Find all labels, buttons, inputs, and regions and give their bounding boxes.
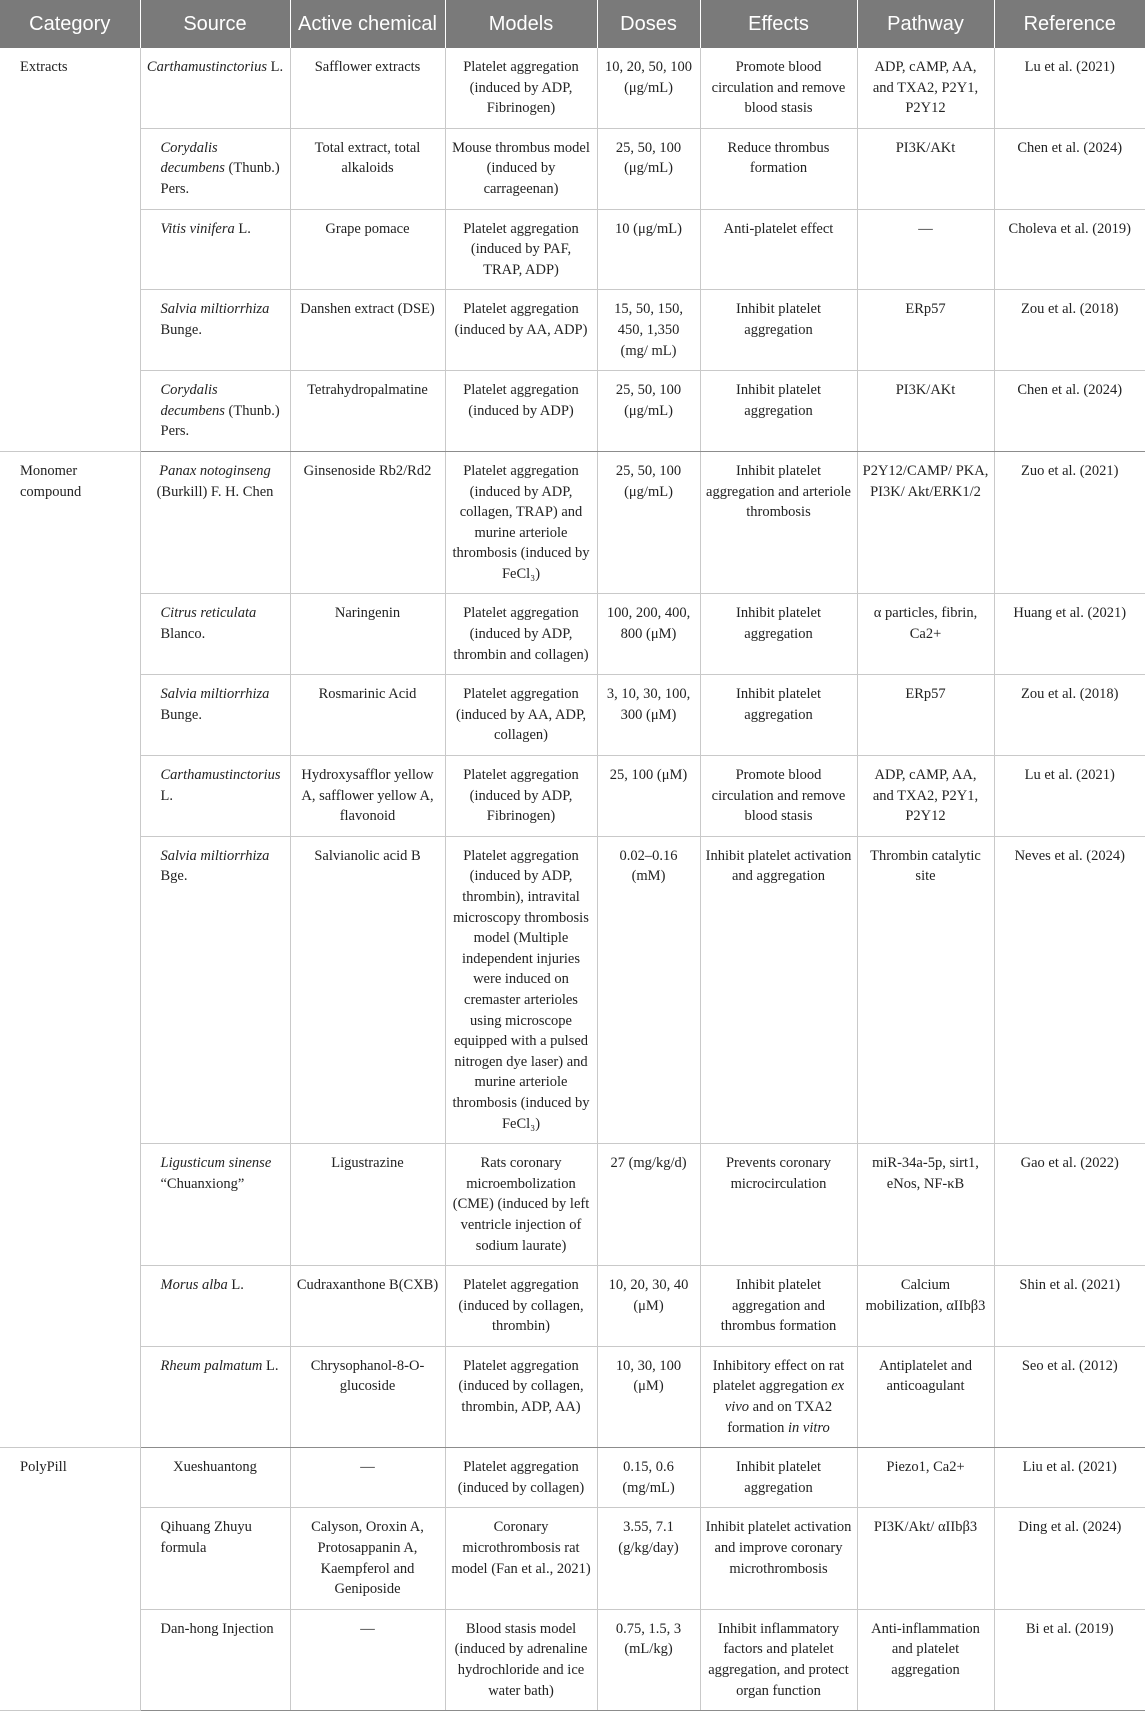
effects-cell — [700, 1609, 857, 1710]
col-header-reference: Reference — [994, 0, 1145, 48]
active-chemical-cell: Rosmarinic Acid — [290, 675, 445, 756]
table-row — [0, 1266, 1145, 1347]
col-header-source: Source — [140, 0, 290, 48]
source-cell — [140, 209, 290, 290]
effects-cell — [700, 371, 857, 452]
reference-cell: Choleva et al. (2019) — [994, 209, 1145, 290]
doses-cell: 10, 20, 30, 40 (μM) — [597, 1266, 700, 1347]
active-chemical-cell: Salvianolic acid B — [290, 836, 445, 1143]
source-authority: Bunge. — [160, 706, 202, 723]
source-latin-name: Rheum palmatum — [160, 1357, 263, 1374]
effects-cell — [700, 1346, 857, 1447]
reference-cell: Liu et al. (2021) — [994, 1448, 1145, 1508]
category-cell: Extracts — [0, 48, 140, 451]
table-row — [0, 371, 1145, 452]
source-authority: (Thunb.) Pers. — [160, 160, 280, 197]
effects-text: Inhibit platelet activation and improve coronary microthrombosis — [705, 1519, 852, 1577]
active-chemical-cell: Ligustrazine — [290, 1144, 445, 1266]
source-latin-name: Ligusticum sinense — [160, 1155, 272, 1172]
pathway-cell: Calcium mobilization, αIIbβ3 — [857, 1266, 994, 1347]
source-cell — [140, 594, 290, 675]
effects-text: Inhibit platelet aggregation — [736, 382, 821, 419]
models-cell: Coronary microthrombosis rat model (Fan et al., 2021) — [445, 1508, 597, 1609]
active-chemical-cell: Grape pomace — [290, 209, 445, 290]
models-cell: Platelet aggregation (induced by ADP, thrombin), intravital microscopy thrombosis model (Multiple independent injuries were induced on cremaster arterioles using microscope equipped with a pulsed nitrogen dye laser) and murine arteriole thrombosis (induced by FeCl₃) — [445, 836, 597, 1143]
effects-cell — [700, 290, 857, 371]
reference-cell: Zou et al. (2018) — [994, 290, 1145, 371]
active-chemical-cell: Ginsenoside Rb2/Rd2 — [290, 451, 445, 594]
source-cell — [140, 1609, 290, 1710]
models-cell: Mouse thrombus model (induced by carrageenan) — [445, 128, 597, 209]
models-cell: Platelet aggregation (induced by AA, ADP) — [445, 290, 597, 371]
active-chemical-cell: Cudraxanthone B(CXB) — [290, 1266, 445, 1347]
table-row — [0, 1448, 1145, 1508]
doses-cell: 3.55, 7.1 (g/kg/day) — [597, 1508, 700, 1609]
source-latin-name: Corydalis decumbens — [160, 382, 225, 419]
pathway-cell: Anti-inflammation and platelet aggregation — [857, 1609, 994, 1710]
reference-cell: Ding et al. (2024) — [994, 1508, 1145, 1609]
table-row — [0, 756, 1145, 837]
source-authority: L. — [227, 1277, 244, 1294]
source-latin-name: Citrus reticulata — [160, 605, 257, 622]
source-latin-name: Panax notoginseng — [159, 462, 271, 479]
reference-cell: Seo et al. (2012) — [994, 1346, 1145, 1447]
effects-text: Promote blood circulation and remove blood stasis — [711, 59, 846, 117]
effects-cell — [700, 128, 857, 209]
effects-text: Reduce thrombus formation — [727, 139, 830, 177]
table-row — [0, 128, 1145, 209]
reference-cell: Bi et al. (2019) — [994, 1609, 1145, 1710]
effects-text: Inhibitory effect on rat platelet aggregation — [712, 1357, 845, 1395]
table-row — [0, 48, 1145, 128]
effects-text: Anti-platelet effect — [723, 220, 834, 237]
source-cell — [140, 836, 290, 1143]
source-authority: (Burkill) F. H. Chen — [156, 483, 274, 500]
models-cell: Platelet aggregation (induced by collagen, thrombin) — [445, 1266, 597, 1347]
source-latin-name: Vitis vinifera — [160, 220, 235, 237]
models-cell: Platelet aggregation (induced by ADP, thrombin and collagen) — [445, 594, 597, 675]
source-latin-name: Carthamustinctorius — [146, 59, 267, 75]
models-cell: Platelet aggregation (induced by ADP) — [445, 371, 597, 452]
effects-text: Inhibit platelet aggregation — [736, 301, 821, 338]
source-latin-name: Salvia miltiorrhiza — [160, 301, 270, 318]
doses-cell: 15, 50, 150, 450, 1,350 (mg/ mL) — [597, 290, 700, 371]
source-latin-name: Morus alba — [160, 1277, 228, 1294]
effects-text: Promote blood circulation and remove blood stasis — [711, 767, 846, 825]
models-cell: Platelet aggregation (induced by ADP, Fibrinogen) — [445, 48, 597, 128]
effects-text: Inhibit inflammatory factors and platelet aggregation, and protect organ function — [708, 1620, 849, 1699]
col-header-models: Models — [445, 0, 597, 48]
doses-cell: 0.02–0.16 (mM) — [597, 836, 700, 1143]
source-cell — [140, 1346, 290, 1447]
source-cell — [140, 756, 290, 837]
doses-cell: 25, 50, 100 (μg/mL) — [597, 451, 700, 594]
category-cell: Monomer compound — [0, 451, 140, 1447]
effects-cell — [700, 1448, 857, 1508]
active-chemical-cell: Total extract, total alkaloids — [290, 128, 445, 209]
col-header-doses: Doses — [597, 0, 700, 48]
source-authority: Dan-hong Injection — [160, 1620, 274, 1637]
reference-cell: Lu et al. (2021) — [994, 48, 1145, 128]
source-authority: (Thunb.) Pers. — [160, 402, 280, 440]
source-cell — [140, 371, 290, 452]
active-chemical-cell: Hydroxysafflor yellow A, safflower yellow A, flavonoid — [290, 756, 445, 837]
source-cell — [140, 1144, 290, 1266]
table-row — [0, 290, 1145, 371]
doses-cell: 10 (μg/mL) — [597, 209, 700, 290]
models-cell: Platelet aggregation (induced by ADP, collagen, TRAP) and murine arteriole thrombosis (induced by FeCl₃) — [445, 451, 597, 594]
source-cell — [140, 1448, 290, 1508]
doses-cell: 10, 20, 50, 100 (μg/mL) — [597, 48, 700, 128]
effects-cell — [700, 1144, 857, 1266]
effects-cell — [700, 594, 857, 675]
table-row — [0, 675, 1145, 756]
source-authority: L. — [262, 1357, 279, 1374]
reference-cell: Neves et al. (2024) — [994, 836, 1145, 1143]
pathway-cell: — — [857, 209, 994, 290]
effects-cell — [700, 209, 857, 290]
table-row — [0, 594, 1145, 675]
pathway-cell: miR-34a-5p, sirt1, eNos, NF-κB — [857, 1144, 994, 1266]
source-latin-name: Carthamustinctorius — [160, 767, 281, 784]
source-latin-name: Salvia miltiorrhiza — [160, 686, 270, 703]
source-authority: Bunge. — [160, 321, 202, 338]
reference-cell: Lu et al. (2021) — [994, 756, 1145, 837]
doses-cell: 27 (mg/kg/d) — [597, 1144, 700, 1266]
source-authority: L. — [160, 787, 173, 804]
reference-cell: Chen et al. (2024) — [994, 371, 1145, 452]
doses-cell: 25, 50, 100 (μg/mL) — [597, 371, 700, 452]
pathway-cell: PI3K/Akt/ αIIbβ3 — [857, 1508, 994, 1609]
pathway-cell: ADP, cAMP, AA, and TXA2, P2Y1, P2Y12 — [857, 756, 994, 837]
effects-cell — [700, 1266, 857, 1347]
pathway-cell: Piezo1, Ca2+ — [857, 1448, 994, 1508]
active-chemical-cell: — — [290, 1609, 445, 1710]
effects-text: Inhibit platelet aggregation and thrombus formation — [720, 1277, 837, 1335]
effects-text: Inhibit platelet aggregation and arteriole thrombosis — [706, 462, 851, 521]
models-cell: Platelet aggregation (induced by PAF, TRAP, ADP) — [445, 209, 597, 290]
effects-text: Inhibit platelet aggregation — [736, 1459, 821, 1496]
models-cell: Platelet aggregation (induced by ADP, Fibrinogen) — [445, 756, 597, 837]
reference-cell: Zou et al. (2018) — [994, 675, 1145, 756]
category-cell: PolyPill — [0, 1448, 140, 1711]
table-row — [0, 209, 1145, 290]
pathway-cell: ERp57 — [857, 675, 994, 756]
active-chemical-cell: — — [290, 1448, 445, 1508]
table-row — [0, 1508, 1145, 1609]
effects-text: in vitro — [788, 1419, 830, 1436]
doses-cell: 0.15, 0.6 (mg/mL) — [597, 1448, 700, 1508]
source-authority: Bge. — [160, 868, 188, 885]
effects-cell — [700, 1508, 857, 1609]
source-cell — [140, 128, 290, 209]
active-chemical-cell: Naringenin — [290, 594, 445, 675]
active-chemical-cell: Calyson, Oroxin A, Protosappanin A, Kaempferol and Geniposide — [290, 1508, 445, 1609]
active-chemical-cell: Tetrahydropalmatine — [290, 371, 445, 452]
source-cell — [140, 1508, 290, 1609]
pathway-cell: P2Y12/CAMP/ PKA, PI3K/ Akt/ERK1/2 — [857, 451, 994, 594]
doses-cell: 25, 50, 100 (μg/mL) — [597, 128, 700, 209]
reference-cell: Shin et al. (2021) — [994, 1266, 1145, 1347]
pathway-cell: ADP, cAMP, AA, and TXA2, P2Y1, P2Y12 — [857, 48, 994, 128]
effects-text: and on TXA2 formation — [727, 1399, 833, 1436]
source-authority: Qihuang Zhuyu formula — [160, 1519, 252, 1557]
source-authority: L. — [234, 220, 251, 237]
source-cell — [140, 48, 290, 128]
col-header-effects: Effects — [700, 0, 857, 48]
doses-cell: 25, 100 (μM) — [597, 756, 700, 837]
models-cell: Platelet aggregation (induced by collagen) — [445, 1448, 597, 1508]
table-row — [0, 1346, 1145, 1447]
pathway-cell: PI3K/AKt — [857, 371, 994, 452]
effects-text: Inhibit platelet aggregation — [736, 686, 821, 723]
table-body — [0, 48, 1145, 1711]
effects-text: Inhibit platelet aggregation — [736, 605, 821, 643]
col-header-active-chemical: Active chemical — [290, 0, 445, 48]
doses-cell: 0.75, 1.5, 3 (mL/kg) — [597, 1609, 700, 1710]
reference-cell: Gao et al. (2022) — [994, 1144, 1145, 1266]
models-cell: Blood stasis model (induced by adrenaline hydrochloride and ice water bath) — [445, 1609, 597, 1710]
col-header-category: Category — [0, 0, 140, 48]
source-authority: Xueshuantong — [173, 1459, 257, 1476]
table-row — [0, 1144, 1145, 1266]
reference-cell: Chen et al. (2024) — [994, 128, 1145, 209]
effects-cell — [700, 675, 857, 756]
models-cell: Platelet aggregation (induced by AA, ADP, collagen) — [445, 675, 597, 756]
table-row — [0, 1609, 1145, 1710]
reference-cell: Zuo et al. (2021) — [994, 451, 1145, 594]
active-chemical-cell: Chrysophanol-8-O-glucoside — [290, 1346, 445, 1447]
col-header-pathway: Pathway — [857, 0, 994, 48]
source-cell — [140, 675, 290, 756]
source-latin-name: Corydalis decumbens — [160, 139, 225, 177]
effects-cell — [700, 48, 857, 128]
table-row — [0, 451, 1145, 594]
active-chemical-cell: Safflower extracts — [290, 48, 445, 128]
source-authority: “Chuanxiong” — [160, 1175, 245, 1192]
source-cell — [140, 290, 290, 371]
source-cell — [140, 1266, 290, 1347]
models-cell: Platelet aggregation (induced by collagen, thrombin, ADP, AA) — [445, 1346, 597, 1447]
table-row — [0, 836, 1145, 1143]
source-authority: L. — [266, 59, 284, 75]
active-chemical-cell: Danshen extract (DSE) — [290, 290, 445, 371]
effects-text: Prevents coronary microcirculation — [725, 1155, 832, 1192]
models-cell: Rats coronary microembolization (CME) (induced by left ventricle injection of sodium laurate) — [445, 1144, 597, 1266]
effects-cell — [700, 756, 857, 837]
reference-cell: Huang et al. (2021) — [994, 594, 1145, 675]
pathway-cell: α particles, fibrin, Ca2+ — [857, 594, 994, 675]
header-row — [0, 0, 1145, 48]
effects-cell — [700, 836, 857, 1143]
effects-text: ex vivo — [724, 1378, 845, 1416]
pathway-cell: Thrombin catalytic site — [857, 836, 994, 1143]
pathway-cell: ERp57 — [857, 290, 994, 371]
source-latin-name: Salvia miltiorrhiza — [160, 847, 270, 864]
pathway-cell: PI3K/AKt — [857, 128, 994, 209]
doses-cell: 3, 10, 30, 100, 300 (μM) — [597, 675, 700, 756]
effects-text: Inhibit platelet activation and aggregation — [705, 847, 852, 885]
pathway-cell: Antiplatelet and anticoagulant — [857, 1346, 994, 1447]
source-authority: Blanco. — [160, 626, 206, 643]
doses-cell: 100, 200, 400, 800 (μM) — [597, 594, 700, 675]
effects-cell — [700, 451, 857, 594]
source-cell — [140, 451, 290, 594]
doses-cell: 10, 30, 100 (μM) — [597, 1346, 700, 1447]
